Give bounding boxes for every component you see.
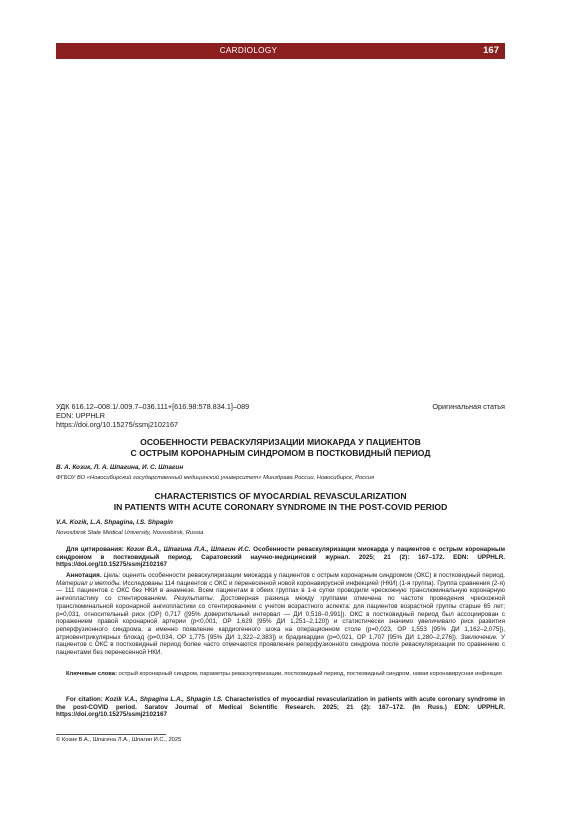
article-type: Оригинальная статья (432, 402, 505, 411)
authors-en: V.A. Kozik, L.A. Shpagina, I.S. Shpagin (56, 519, 173, 526)
abstract-label: Аннотация. (66, 572, 102, 579)
title-ru-line: ОСОБЕННОСТИ РЕВАСКУЛЯРИЗАЦИИ МИОКАРДА У ПАЦИЕНТОВ (140, 437, 421, 447)
page-number: 167 (483, 45, 499, 56)
abstract-ru (56, 572, 505, 657)
title-en (56, 491, 505, 513)
citation-ru (56, 546, 505, 569)
article-meta (56, 403, 505, 429)
running-header (56, 43, 505, 59)
aim-text: оценить особенности реваскуляризации миокарда у пациентов с острым коронарным синдромом (ОКС) в постковидный период. (122, 572, 506, 579)
title-en-line: IN PATIENTS WITH ACUTE CORONARY SYNDROME IN THE POST-COVID PERIOD (113, 502, 448, 512)
affiliation-ru: ФГБОУ ВО «Новосибирский государственный медицинский университет» Минздрава России, Новосибирск, Россия (56, 475, 375, 481)
citation-en-text: Characteristics of myocardial revascularization in patients with acute coronary syndrome in the post-COVID period. Saratov Journal of Medical Scientific Research. 2025; 21 (2): 167–172. (In Russ.) EDN: UPPHLR. https://doi.org/10.15275/ssmj2102167 (56, 696, 506, 719)
aim-label: Цель: (103, 572, 121, 579)
citation-ru-label: Для цитирования: (66, 546, 124, 553)
footnote-divider (56, 734, 166, 735)
conclusion-text: У пациентов с ОКС в постковидный период более часто отмечаются проявления реперфузионного синдрома после реваскуляризации по сравнению с пациентами без перенесенной НКИ. (56, 633, 505, 657)
section-title: CARDIOLOGY (219, 46, 278, 55)
methods-label: Материал и методы. (56, 579, 122, 587)
citation-en (56, 696, 505, 719)
udc-code: УДК 616.12–008.1/.009.7–036.111+[616.98:578.834.1]–089 (56, 402, 250, 411)
authors-ru: В. А. Козик, Л. А. Шпагина, И. С. Шпагин (56, 464, 184, 471)
keywords-ru (56, 671, 505, 679)
citation-en-label: For citation: (66, 696, 103, 703)
citation-ru-authors: Козик В.А., Шпагина Л.А., Шпагин И.С. (126, 546, 251, 553)
doi-link[interactable]: https://doi.org/10.15275/ssmj2102167 (56, 419, 179, 429)
keywords-label: Ключевые слова: (66, 671, 117, 677)
results-label: Результаты. (173, 595, 215, 603)
keywords-text: острый коронарный синдром, параметры реваскуляризации, постковидный период, постковидный синдром, новая коронавирусная инфекция (118, 671, 502, 677)
copyright-note: © Козик В.А., Шпагина Л.А., Шпагин И.С., 2025 (56, 737, 182, 743)
affiliation-en: Novosibirsk State Medical University, Novosibirsk, Russia (56, 530, 204, 536)
title-ru (56, 437, 505, 459)
title-ru-line: С ОСТРЫМ КОРОНАРНЫМ СИНДРОМОМ В ПОСТКОВИДНЫЙ ПЕРИОД (130, 448, 431, 458)
edn: EDN: UPPHLR (56, 410, 106, 420)
citation-ru-text: Особенности реваскуляризации миокарда у пациентов с острым коронарным синдромом в постковидный период. Саратовский научно-медицинский журнал. 2025; 21 (2): 167–172. EDN: UPPHLR. https://doi.org/10.15275/ssmj2102167 (56, 546, 505, 569)
methods-text: Исследованы 114 пациентов с ОКС и перенесенной новой коронавирусной инфекцией (НКИ) (1-я группа). Группа сравнения (2-я) — 111 пациентов с ОКС без НКИ в анамнезе. Всем пациентам в обеих группах в 1-е сутки проводили чрескожную транслюминальную коронарную ангиопластику со стентированием. (56, 579, 506, 603)
title-en-line: CHARACTERISTICS OF MYOCARDIAL REVASCULARIZATION (154, 491, 407, 501)
conclusion-label: Заключение. (460, 633, 498, 641)
results-text: Достоверная разница между группами отмечена по частоте проведения чрескожной транслюминальной коронарной ангиопластики со стентированием с учетом возрастного аспекта: для пациентов возрастной группы старше 65 лет; p=0,031, относительный риск (ОР) 0,717 ([95% доверительный интервал — ДИ 0,518–0,991]). ОКС в постковидный период был ассоциирован с поражением правой коронарной артерии (p<0,001, ОР 1,629 [95% ДИ 1,251–2,120]) и статистически значимо увеличивало риск развития реперфузионного синдрома, а именно появление кардиогенного шока на операционном столе (p=0,023, ОР 1,553 [95% ДИ 1,162–2,075]), атриовентрикулярных блокад (p=0,034, ОР 1,775 [95% ДИ 1,322–2,383]) и брадикардии (p=0,021, ОР 1,707 [95% ДИ 1,280–2,276]). (56, 595, 506, 641)
citation-en-authors: Kozik V.A., Shpagina L.A., Shpagin I.S. (105, 696, 223, 703)
